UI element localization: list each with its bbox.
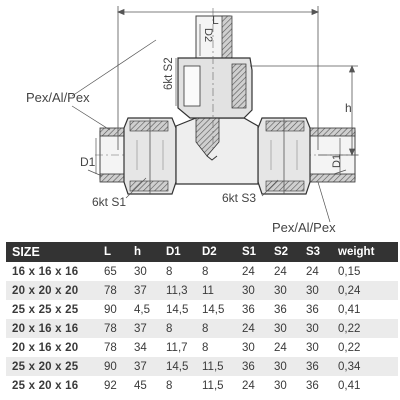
cell-S1: 36 <box>242 303 255 316</box>
label-S1: 6kt S1 <box>92 195 127 209</box>
cell-h: 45 <box>134 379 147 392</box>
label-pex-bottom: Pex/Al/Pex <box>272 220 336 235</box>
cell-D1: 8 <box>166 322 173 335</box>
cell-S2: 30 <box>274 284 287 297</box>
cell-L: 92 <box>104 379 117 392</box>
cell-S1: 24 <box>242 265 255 278</box>
cell-L: 78 <box>104 284 117 297</box>
cell-size: 25 x 20 x 16 <box>12 379 79 392</box>
cell-D2: 11,5 <box>202 379 224 392</box>
cell-h: 37 <box>134 360 147 373</box>
table-row <box>6 376 398 395</box>
label-D2: D2 <box>202 28 214 43</box>
cell-D1: 11,3 <box>166 284 188 297</box>
cell-size: 16 x 16 x 16 <box>12 265 79 278</box>
cell-S2: 24 <box>274 341 287 354</box>
table-header-row <box>6 242 398 262</box>
cell-D2: 14,5 <box>202 303 225 316</box>
cell-h: 37 <box>134 284 147 297</box>
table-row <box>6 262 398 281</box>
cell-size: 20 x 20 x 20 <box>12 284 79 297</box>
cell-S3: 24 <box>306 265 319 278</box>
header-L: L <box>102 242 132 262</box>
cell-S3: 30 <box>306 284 319 297</box>
header-S3: S3 <box>304 242 336 262</box>
header-S2: S2 <box>272 242 304 262</box>
tee-body <box>176 118 258 184</box>
header-size: SIZE <box>6 242 102 262</box>
cell-size: 20 x 16 x 16 <box>12 322 79 335</box>
cell-D2: 8 <box>202 341 209 354</box>
cell-h: 34 <box>134 341 147 354</box>
table-row <box>6 319 398 338</box>
cell-L: 90 <box>104 360 117 373</box>
cell-D2: 11 <box>202 284 214 297</box>
cell-weight: 0,24 <box>338 284 361 297</box>
cell-S2: 24 <box>274 265 287 278</box>
cell-weight: 0,22 <box>338 341 361 354</box>
cell-weight: 0,15 <box>338 265 361 278</box>
cell-L: 78 <box>104 322 117 335</box>
cell-L: 65 <box>104 265 117 278</box>
cell-S1: 30 <box>242 284 255 297</box>
cell-S1: 24 <box>242 322 255 335</box>
cell-S3: 30 <box>306 322 319 335</box>
cell-weight: 0,41 <box>338 303 361 316</box>
cell-D2: 8 <box>202 265 209 278</box>
cell-size: 20 x 16 x 20 <box>12 341 79 354</box>
cell-D2: 8 <box>202 322 209 335</box>
cell-S2: 36 <box>274 303 287 316</box>
header-S1: S1 <box>240 242 272 262</box>
cell-S2: 30 <box>274 322 287 335</box>
cell-D1: 8 <box>166 379 173 392</box>
header-weight: weight <box>336 242 398 262</box>
cell-h: 30 <box>134 265 147 278</box>
cell-S2: 30 <box>274 379 287 392</box>
cell-L: 90 <box>104 303 117 316</box>
table-row <box>6 338 398 357</box>
cell-S3: 36 <box>306 379 319 392</box>
label-D1-right: D1 <box>331 153 343 168</box>
spec-table <box>6 242 398 395</box>
label-S2: 6kt S2 <box>163 57 175 90</box>
cell-size: 25 x 25 x 25 <box>12 303 79 316</box>
cell-L: 78 <box>104 341 117 354</box>
label-L: L <box>212 13 219 27</box>
cell-D2: 11,5 <box>202 360 224 373</box>
cell-S3: 36 <box>306 303 319 316</box>
cell-D1: 11,7 <box>166 341 188 354</box>
cell-h: 37 <box>134 322 147 335</box>
cell-S1: 36 <box>242 360 255 373</box>
cell-weight: 0,34 <box>338 360 361 373</box>
left-union-nut <box>124 118 176 194</box>
cell-S1: 24 <box>242 379 255 392</box>
header-h: h <box>132 242 164 262</box>
cell-D1: 14,5 <box>166 303 189 316</box>
cell-weight: 0,41 <box>338 379 361 392</box>
label-S3: 6kt S3 <box>222 191 257 205</box>
table-row <box>6 357 398 376</box>
header-D2: D2 <box>200 242 240 262</box>
header-D1: D1 <box>164 242 200 262</box>
cell-weight: 0,22 <box>338 322 361 335</box>
cell-h: 4,5 <box>134 303 150 316</box>
cell-S3: 30 <box>306 341 319 354</box>
label-pex-top: Pex/Al/Pex <box>26 90 90 105</box>
table-row <box>6 281 398 300</box>
label-D1-left: D1 <box>80 155 96 169</box>
cell-S1: 30 <box>242 341 255 354</box>
cell-D1: 14,5 <box>166 360 189 373</box>
cell-D1: 8 <box>166 265 173 278</box>
cell-S2: 30 <box>274 360 287 373</box>
cell-size: 25 x 20 x 25 <box>12 360 79 373</box>
right-union-nut <box>258 118 310 194</box>
label-h: h <box>345 101 352 115</box>
table-row <box>6 300 398 319</box>
cell-S3: 36 <box>306 360 319 373</box>
